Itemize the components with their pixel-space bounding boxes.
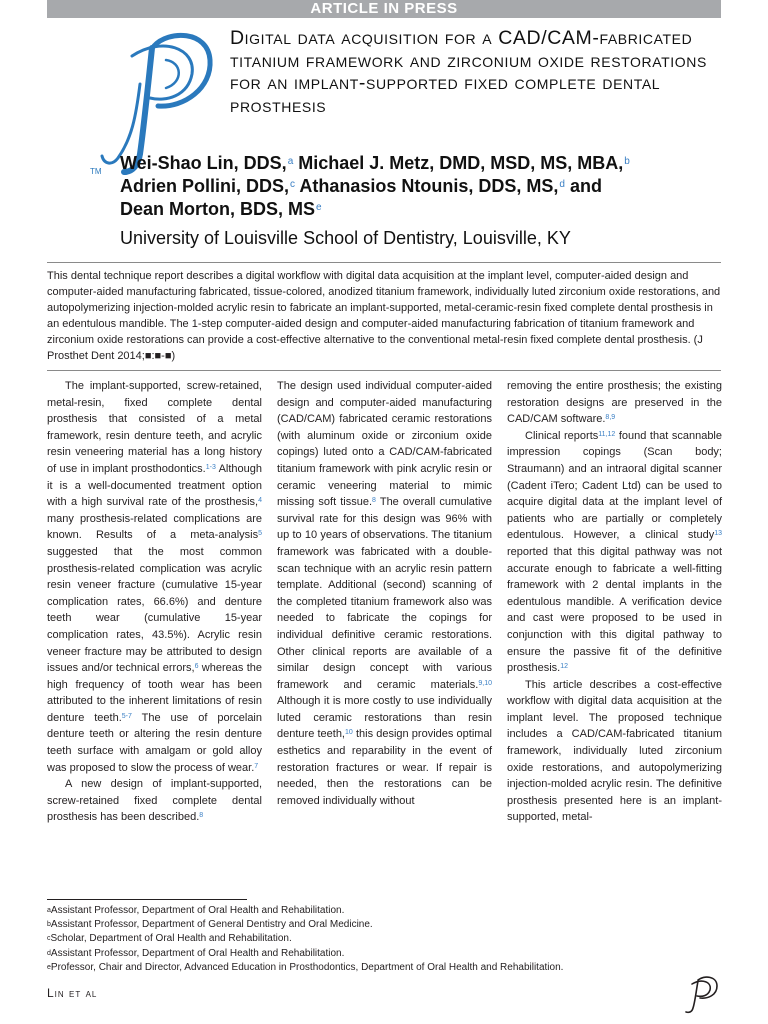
paragraph: A new design of implant-supported, screw-retained fixed complete dental prosthesis has been described.$^8$ bbox=[47, 778, 262, 824]
footnote-rule bbox=[47, 899, 247, 900]
body-column-1 bbox=[47, 378, 262, 826]
author-name: Wei-Shao Lin, DDS, bbox=[120, 153, 287, 173]
citation-ref[interactable]: 5-7 bbox=[121, 712, 132, 720]
affiliation: University of Louisville School of Dentistry, Louisville, KY bbox=[120, 228, 571, 248]
author-affil-mark: c bbox=[290, 179, 296, 190]
citation-ref[interactable]: 8 bbox=[199, 812, 204, 820]
author-name: Athanasios Ntounis, DDS, MS, bbox=[299, 176, 559, 196]
paragraph: This article describes a cost-effective workflow with digital data acquisition at the implant level. The proposed technique includes a CAD/CAM-fabricated titanium framework, individually luted zirconium oxide restorations, and autopolymerizing injection-molded acrylic resin. The definitive prosthesis presented here is an implant-supported, metal- bbox=[507, 678, 722, 824]
running-head: Lin et al bbox=[47, 986, 98, 1000]
citation-ref[interactable]: 8,9 bbox=[605, 414, 616, 422]
citation-ref[interactable]: 9,10 bbox=[478, 679, 492, 687]
paragraph: removing the entire prosthesis; the existing restoration designs are preserved in the CAD/CAM software.$^{8,9}$ bbox=[507, 380, 722, 426]
author-name: Dean Morton, BDS, MS bbox=[120, 199, 316, 219]
citation-ref[interactable]: 12 bbox=[560, 663, 568, 671]
footnote: $^e$Professor, Chair and Director, Advanced Education in Prosthodontics, Department of Oral Health and Rehabilitation. bbox=[47, 961, 564, 973]
author-affil-mark: b bbox=[624, 156, 630, 167]
author-affil-mark: a bbox=[287, 156, 294, 167]
citation-ref[interactable]: 1-3 bbox=[205, 463, 216, 471]
article-in-press-banner: ARTICLE IN PRESS bbox=[47, 0, 721, 18]
abstract: This dental technique report describes a digital workflow with digital data acquisition at the implant level, computer-aided design and computer-aided manufacturing fabricated, tissue-colored, anodized titanium framework, individually luted zirconium oxide restorations, and autopolymerizing injection-molded acrylic resin to fabricate an implant-supported, metal-ceramic-resin fixed complete dental prosthesis in an edentulous mandible. The 1-step computer-aided design and computer-aided manufacturing fabrication of titanium framework and zirconium oxide restorations can provide a cost-effective alternative to the conventional metal-resin fixed complete dental prosthesis. (J Prosthet Dent 2014;■:■-■) bbox=[47, 262, 721, 371]
body-column-2 bbox=[277, 378, 492, 809]
paragraph: The design used individual computer-aided design and computer-aided manufacturing (CAD/CAM) fabricated ceramic restorations (with aluminum oxide or zirconium oxide copings) luted onto a CAD/CAM-fabricated titanium framework with pink acrylic resin or ceramic veneering material to mimic missing soft tissue.$^8$ The overall cumulative survival rate for this design was 96% with up to 10 years of observations. The titanium framework was fabricated with a double-scan technique with an acrylic resin pattern template. Additional (second) scanning of the completed titanium framework also was needed to fabricate the copings for individual definitive ceramic restorations. Other clinical reports are available of a similar design concept with various framework and ceramic materials.$^{9,10}$ Although it is more costly to use individually luted ceramic restorations than resin denture teeth,$^{10}$ this design provides optimal esthetics and reparability in the event of restoration fractures or wear. If repair is needed, then the restorations can be removed individually without bbox=[277, 380, 493, 807]
citation-ref[interactable]: 5 bbox=[258, 530, 262, 538]
citation-ref[interactable]: 7 bbox=[254, 762, 259, 770]
citation-ref[interactable]: 6 bbox=[194, 663, 199, 671]
footnote: $^b$Assistant Professor, Department of General Dentistry and Oral Medicine. bbox=[47, 919, 373, 931]
body-column-3 bbox=[507, 378, 722, 826]
paragraph: Clinical reports$^{11,12}$ found that scannable impression copings (Scan body; Straumann) and an intraoral digital scanner (Cadent iTero; Cadent Ltd) can be used to acquire digital data at the implant level of patients who are partially or completely edentulous. However, a clinical study$^{13}$ reported that this digital pathway was not accurate enough to fabricate a well-fitting framework with 2 dental implants in the edentulous mandible. A verification device and cast were proposed to be used in conjunction with this digital pathway to ensure the passive fit of the definitive prosthesis.$^{12}$ bbox=[507, 429, 722, 675]
author-affil-mark: e bbox=[316, 202, 322, 213]
author-list bbox=[120, 152, 720, 221]
author-conjunction: and bbox=[569, 176, 602, 196]
footnote: $^a$Assistant Professor, Department of Oral Health and Rehabilitation. bbox=[47, 905, 345, 916]
citation-ref[interactable]: 4 bbox=[258, 497, 262, 505]
citation-ref[interactable]: 10 bbox=[345, 729, 353, 737]
citation-ref[interactable]: 11,12 bbox=[598, 430, 616, 438]
citation-ref[interactable]: 8 bbox=[372, 497, 376, 505]
footnote: $^d$Assistant Professor, Department of Oral Health and Rehabilitation. bbox=[47, 947, 345, 959]
author-affil-mark: d bbox=[559, 179, 565, 190]
footnotes bbox=[47, 904, 721, 975]
author-name: Adrien Pollini, DDS, bbox=[120, 176, 290, 196]
citation-ref[interactable]: 13 bbox=[714, 530, 722, 538]
paragraph: The implant-supported, screw-retained, metal-resin, fixed complete dental prosthesis that consisted of a metal framework, resin denture teeth, and acrylic resin veneering material has a long history of use in implant prosthodontics.$^{1-3}$ Although it is a well-documented treatment option with a high survival rate of the prosthesis,$^4$ many prosthesis-related complications are known. Results of a meta-analysis$^5$ suggested that the most common prosthesis-related complication was acrylic resin veneer fracture (cumulative 15-year complication rates, 66.6%) and denture teeth wear (cumulative 15-year complication rates, 43.5%). Acrylic resin veneer fracture may be attributed to design issues and/or technical errors,$^6$ whereas the high frequency of tooth wear has been attributed to the inherent limitations of resin denture teeth.$^{5-7}$ The use of porcelain denture teeth or altering the resin denture teeth surface with amalgam or gold alloy was proposed to slow the process of wear.$^7$ bbox=[47, 380, 263, 774]
author-name: Michael J. Metz, DMD, MSD, MS, MBA, bbox=[298, 153, 624, 173]
footnote: $^c$Scholar, Department of Oral Health and Rehabilitation. bbox=[47, 933, 292, 945]
trademark-label: TM bbox=[90, 167, 102, 176]
article-title: Digital data acquisition for a CAD/CAM-fabricated titanium framework and zirconium oxide restorations for an implant-supported fixed complete dental prosthesis bbox=[230, 27, 707, 117]
journal-mini-logo-icon bbox=[680, 974, 720, 1014]
